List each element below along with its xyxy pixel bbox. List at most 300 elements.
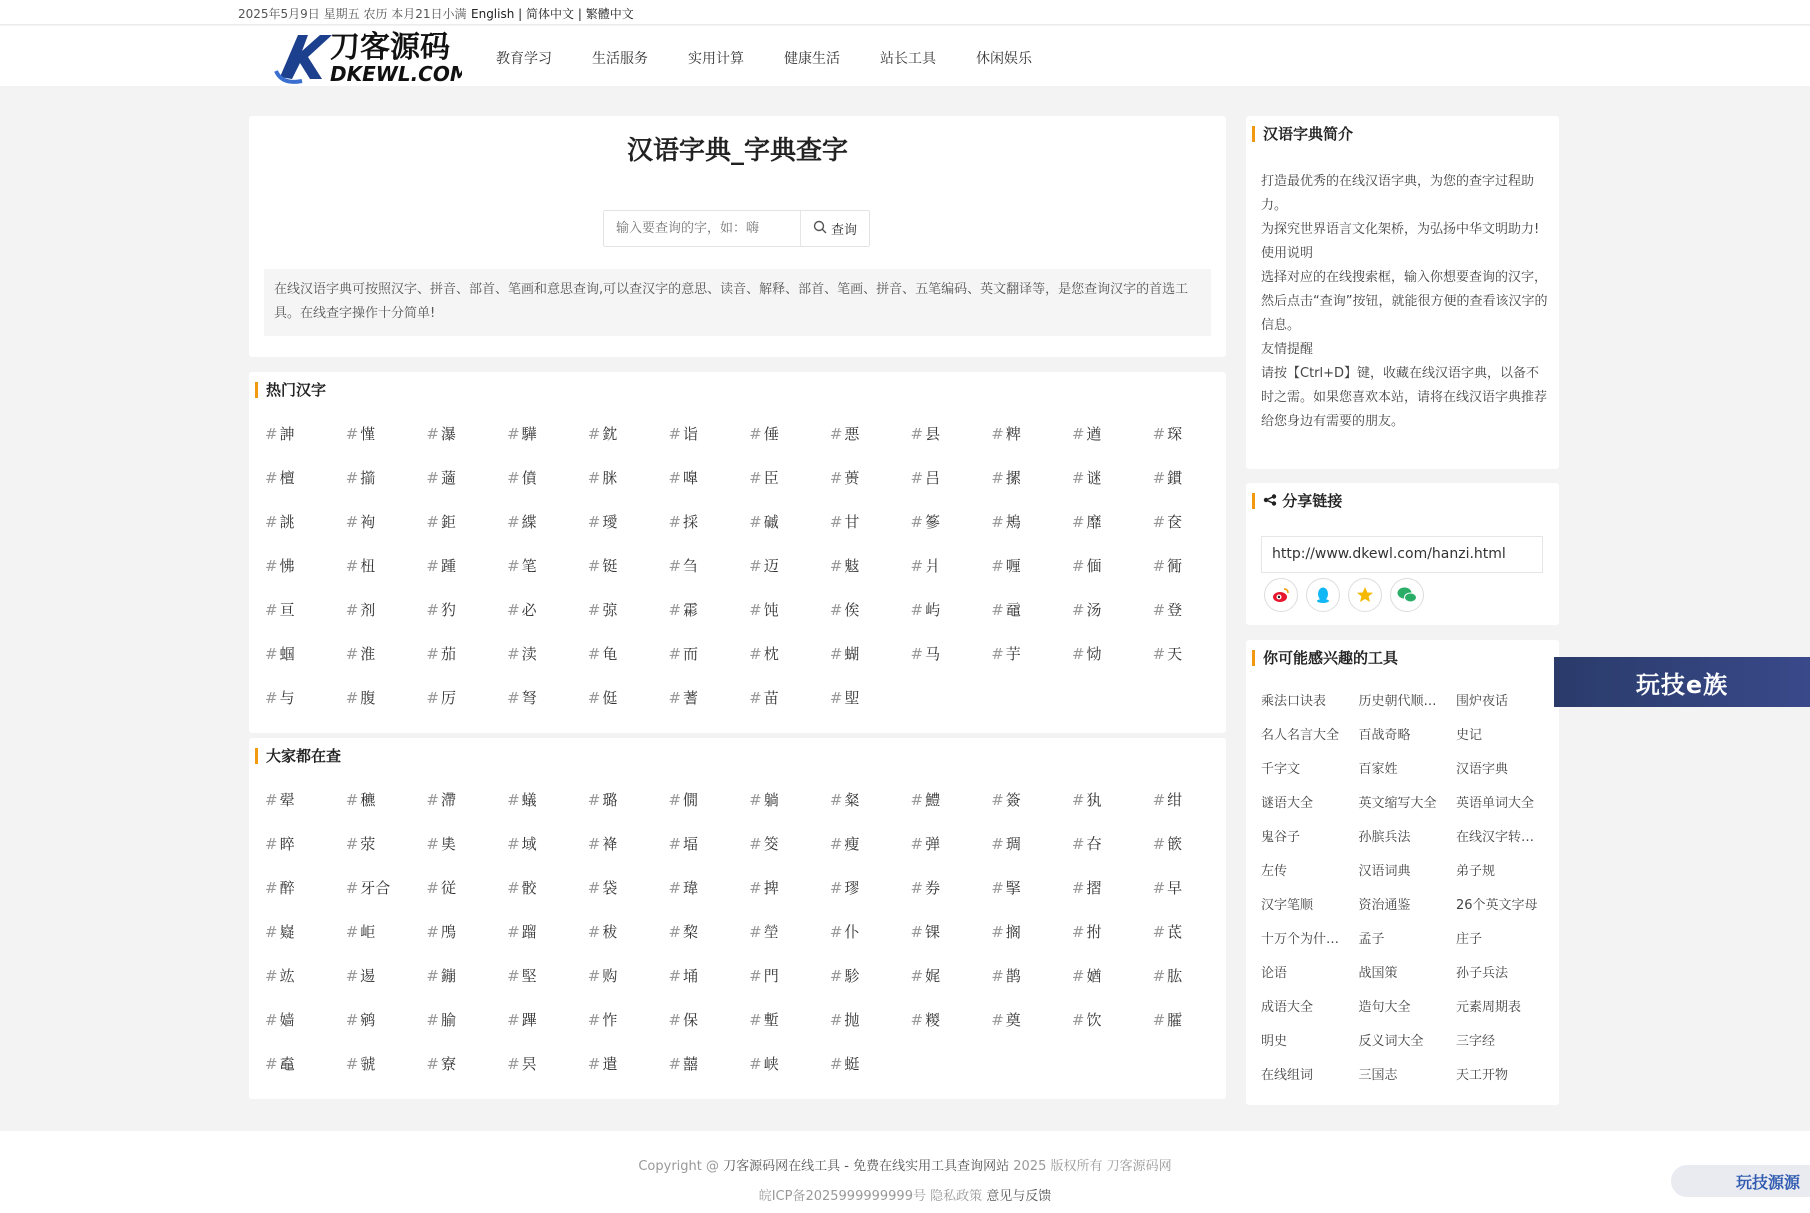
hanzi-link[interactable]: [749, 511, 830, 555]
hanzi-link[interactable]: [507, 643, 588, 687]
hanzi-link[interactable]: [1153, 1009, 1234, 1053]
hanzi-link[interactable]: [588, 599, 669, 643]
hanzi-link[interactable]: [749, 423, 830, 467]
tool-link[interactable]: 汉语字典: [1456, 762, 1509, 777]
hash-mark: #: [829, 425, 843, 443]
hash-mark: #: [668, 425, 682, 443]
hanzi-link[interactable]: [346, 1009, 427, 1053]
nav-webmaster-tools[interactable]: 站长工具: [880, 51, 936, 67]
hash-mark: #: [991, 923, 1004, 941]
hanzi-link[interactable]: [346, 599, 427, 643]
hanzi-link[interactable]: [668, 643, 749, 687]
hash-mark: #: [991, 645, 1004, 663]
hanzi-link[interactable]: [507, 555, 588, 599]
hanzi-link[interactable]: [1153, 965, 1234, 1009]
hanzi-char: 剂: [360, 601, 376, 619]
hanzi-link[interactable]: [911, 789, 992, 833]
lang-simplified-link[interactable]: 简体中文: [526, 7, 575, 21]
hash-mark: #: [265, 601, 278, 619]
hanzi-link[interactable]: [426, 877, 507, 921]
tool-link[interactable]: 在线组词: [1261, 1068, 1314, 1083]
hanzi-link[interactable]: [830, 555, 911, 599]
hanzi-link[interactable]: [668, 1053, 749, 1097]
hanzi-link[interactable]: [911, 467, 992, 511]
hanzi-link[interactable]: [991, 833, 1072, 877]
hanzi-link[interactable]: [346, 555, 427, 599]
hanzi-link[interactable]: [1072, 511, 1153, 555]
hanzi-link[interactable]: [830, 921, 911, 965]
hanzi-link[interactable]: [991, 789, 1072, 833]
hanzi-link[interactable]: [749, 555, 830, 599]
hanzi-char: 鱧: [925, 791, 941, 809]
hanzi-link[interactable]: [588, 965, 669, 1009]
hanzi-link[interactable]: [426, 921, 507, 965]
hash-mark: #: [507, 791, 520, 809]
hanzi-char: 緤: [521, 513, 537, 531]
hanzi-link[interactable]: [668, 921, 749, 965]
tool-link[interactable]: 孟子: [1358, 932, 1385, 947]
hanzi-char: 倕: [763, 425, 779, 443]
hanzi-link[interactable]: [588, 789, 669, 833]
hanzi-link[interactable]: [1072, 1009, 1153, 1053]
hash-mark: #: [749, 835, 762, 853]
tool-link[interactable]: 名人名言大全: [1261, 728, 1340, 743]
hanzi-link[interactable]: [830, 877, 911, 921]
hanzi-link[interactable]: [507, 789, 588, 833]
hanzi-link[interactable]: [991, 921, 1072, 965]
hanzi-char: 爿: [925, 557, 941, 575]
hanzi-link[interactable]: [588, 687, 669, 731]
tool-link[interactable]: 英文缩写大全: [1358, 796, 1437, 811]
hash-mark: #: [1071, 791, 1085, 809]
hanzi-link[interactable]: [991, 965, 1072, 1009]
hanzi-link[interactable]: [1072, 643, 1153, 687]
hanzi-link[interactable]: [265, 555, 346, 599]
tool-link[interactable]: 百战奇略: [1358, 728, 1411, 743]
hanzi-link[interactable]: [426, 789, 507, 833]
tool-link[interactable]: 战国策: [1358, 966, 1398, 981]
hash-mark: #: [345, 1011, 359, 1029]
tool-link[interactable]: 三字经: [1456, 1034, 1496, 1049]
tool-link[interactable]: 乘法口诀表: [1261, 694, 1327, 709]
hanzi-link[interactable]: [668, 833, 749, 877]
icp-link[interactable]: 皖ICP备2025999999999号: [758, 1189, 926, 1204]
hanzi-link[interactable]: [426, 1009, 507, 1053]
lang-traditional-link[interactable]: 繁體中文: [585, 7, 634, 21]
hanzi-link[interactable]: [426, 555, 507, 599]
hanzi-link[interactable]: [991, 423, 1072, 467]
hash-mark: #: [991, 1011, 1004, 1029]
hanzi-link[interactable]: [1153, 599, 1234, 643]
hanzi-link[interactable]: [588, 423, 669, 467]
hash-mark: #: [507, 967, 520, 985]
tool-link[interactable]: 天工开物: [1456, 1068, 1509, 1083]
hanzi-link[interactable]: [749, 467, 830, 511]
hanzi-link[interactable]: [830, 789, 911, 833]
hanzi-link[interactable]: [1153, 467, 1234, 511]
tool-link[interactable]: 成语大全: [1261, 1000, 1314, 1015]
intro-line: 选择对应的在线搜索框，输入你想要查询的汉字，然后点击“查询”按钮，就能很方便的查看该汉字的信息。: [1261, 270, 1548, 333]
hanzi-link[interactable]: [749, 965, 830, 1009]
hanzi-link[interactable]: [911, 423, 992, 467]
nav-calculators[interactable]: 实用计算: [688, 51, 744, 67]
intro-line: 使用说明: [1261, 246, 1314, 261]
hanzi-link[interactable]: [588, 1053, 669, 1097]
share-url-field[interactable]: http://www.dkewl.com/hanzi.html: [1261, 536, 1543, 573]
tool-link[interactable]: 元素周期表: [1456, 1000, 1522, 1015]
hanzi-link[interactable]: [346, 965, 427, 1009]
hanzi-char: 醉: [279, 879, 295, 897]
hanzi-link[interactable]: [265, 1053, 346, 1097]
feedback-link[interactable]: 意见与反馈: [986, 1189, 1052, 1204]
hanzi-link[interactable]: [588, 833, 669, 877]
hanzi-link[interactable]: [830, 687, 911, 731]
hash-mark: #: [426, 513, 439, 531]
hanzi-link[interactable]: [1153, 877, 1234, 921]
nav-life-services[interactable]: 生活服务: [592, 51, 648, 67]
hanzi-link[interactable]: [830, 1009, 911, 1053]
hanzi-link[interactable]: [507, 1009, 588, 1053]
hanzi-char: 篏: [1167, 835, 1183, 853]
nav-entertainment[interactable]: 休闲娱乐: [976, 51, 1032, 67]
hanzi-char: 笔: [521, 557, 537, 575]
hanzi-link[interactable]: [911, 1009, 992, 1053]
hanzi-char: 秡: [602, 923, 618, 941]
tool-link[interactable]: 史记: [1456, 728, 1483, 743]
hanzi-link[interactable]: [507, 833, 588, 877]
hanzi-char: 马: [925, 645, 941, 663]
lang-english-link[interactable]: English: [471, 7, 515, 21]
hash-mark: #: [1071, 513, 1085, 531]
hanzi-char: 锞: [925, 923, 941, 941]
svg-text:刀客源码: 刀客源码: [330, 30, 450, 65]
ad-banner[interactable]: 玩技e族: [1554, 657, 1810, 707]
hash-mark: #: [910, 1011, 924, 1029]
hanzi-link[interactable]: [991, 643, 1072, 687]
hanzi-char: 屿: [925, 601, 941, 619]
hash-mark: #: [668, 1055, 682, 1073]
hanzi-link[interactable]: [668, 511, 749, 555]
tool-link[interactable]: 谜语大全: [1261, 796, 1314, 811]
hanzi-link[interactable]: [1072, 555, 1153, 599]
hanzi-char: 茄: [440, 645, 456, 663]
hanzi-char: 诣: [683, 425, 699, 443]
hanzi-char: 弶: [602, 601, 618, 619]
hanzi-char: 採: [683, 513, 699, 531]
hanzi-link[interactable]: [426, 1053, 507, 1097]
tool-link[interactable]: 左传: [1261, 864, 1288, 879]
hash-mark: #: [1071, 645, 1085, 663]
hanzi-link[interactable]: [507, 687, 588, 731]
hanzi-link[interactable]: [588, 1009, 669, 1053]
hanzi-link[interactable]: [507, 423, 588, 467]
hash-mark: #: [910, 469, 924, 487]
hanzi-link[interactable]: [1072, 965, 1153, 1009]
hanzi-link[interactable]: [1072, 921, 1153, 965]
hanzi-link[interactable]: [426, 643, 507, 687]
tool-link[interactable]: 明史: [1261, 1034, 1288, 1049]
hanzi-link[interactable]: [1153, 643, 1234, 687]
hanzi-link[interactable]: [588, 921, 669, 965]
hanzi-link[interactable]: [749, 789, 830, 833]
hanzi-link[interactable]: [346, 643, 427, 687]
tool-link[interactable]: 围炉夜话: [1456, 694, 1509, 709]
tool-link[interactable]: 鬼谷子: [1261, 830, 1301, 845]
search-input[interactable]: [604, 211, 800, 246]
hanzi-link[interactable]: [346, 789, 427, 833]
hanzi-link[interactable]: [346, 833, 427, 877]
hanzi-link[interactable]: [588, 555, 669, 599]
tool-link[interactable]: 庄子: [1456, 932, 1483, 947]
hanzi-link[interactable]: [911, 965, 992, 1009]
hanzi-char: 璐: [602, 791, 618, 809]
hanzi-link[interactable]: [426, 467, 507, 511]
hanzi-char: 璆: [844, 879, 860, 897]
tool-link[interactable]: 孙子兵法: [1456, 966, 1509, 981]
hanzi-char: 鴂: [1005, 513, 1021, 531]
weibo-icon[interactable]: [1264, 578, 1298, 612]
hash-mark: #: [991, 879, 1004, 897]
hanzi-link[interactable]: [346, 423, 427, 467]
hanzi-link[interactable]: [749, 687, 830, 731]
hanzi-link[interactable]: [265, 511, 346, 555]
hanzi-link[interactable]: [1072, 833, 1153, 877]
hanzi-link[interactable]: [830, 833, 911, 877]
tool-link[interactable]: 汉语词典: [1358, 864, 1411, 879]
qq-icon[interactable]: [1306, 578, 1340, 612]
hanzi-link[interactable]: [426, 687, 507, 731]
hanzi-link[interactable]: [426, 599, 507, 643]
hanzi-char: 翚: [279, 791, 295, 809]
hash-mark: #: [910, 967, 924, 985]
hanzi-link[interactable]: [911, 921, 992, 965]
hanzi-link[interactable]: [507, 877, 588, 921]
hash-mark: #: [749, 1011, 762, 1029]
tool-link[interactable]: 百家姓: [1358, 762, 1398, 777]
hanzi-link[interactable]: [991, 599, 1072, 643]
hanzi-char: 鹓: [360, 1011, 376, 1029]
hash-mark: #: [345, 557, 359, 575]
footer-copyright: [0, 1155, 1810, 1174]
hanzi-link[interactable]: [1072, 877, 1153, 921]
hash-mark: #: [265, 645, 278, 663]
hash-mark: #: [910, 425, 924, 443]
hash-mark: #: [345, 645, 359, 663]
hanzi-char: 喱: [1005, 557, 1021, 575]
footer-site-link[interactable]: 刀客源码网在线工具 - 免费在线实用工具查询网站: [723, 1159, 1010, 1174]
hanzi-link[interactable]: [749, 921, 830, 965]
hanzi-link[interactable]: [911, 643, 992, 687]
hanzi-link[interactable]: [265, 467, 346, 511]
hanzi-link[interactable]: [507, 467, 588, 511]
hanzi-link[interactable]: [991, 467, 1072, 511]
hanzi-char: 藡: [440, 469, 456, 487]
hanzi-link[interactable]: [911, 877, 992, 921]
hanzi-link[interactable]: [265, 423, 346, 467]
hanzi-link[interactable]: [830, 643, 911, 687]
hanzi-link[interactable]: [507, 599, 588, 643]
hanzi-link[interactable]: [426, 965, 507, 1009]
hanzi-link[interactable]: [668, 467, 749, 511]
hanzi-char: 购: [602, 967, 618, 985]
tool-link[interactable]: 论语: [1261, 966, 1288, 981]
hanzi-link[interactable]: [991, 555, 1072, 599]
hanzi-link[interactable]: [265, 877, 346, 921]
hanzi-link[interactable]: [346, 687, 427, 731]
hanzi-char: 鬾: [844, 557, 860, 575]
hanzi-link[interactable]: [265, 599, 346, 643]
qzone-icon[interactable]: [1348, 578, 1382, 612]
hanzi-link[interactable]: [749, 1009, 830, 1053]
hanzi-link[interactable]: [668, 789, 749, 833]
hanzi-link[interactable]: [830, 1053, 911, 1097]
hanzi-link[interactable]: [1153, 833, 1234, 877]
hanzi-link[interactable]: [830, 511, 911, 555]
hanzi-link[interactable]: [1153, 789, 1234, 833]
hanzi-link[interactable]: [265, 833, 346, 877]
hanzi-link[interactable]: [668, 1009, 749, 1053]
hanzi-link[interactable]: [830, 965, 911, 1009]
hash-mark: #: [749, 923, 762, 941]
tool-link[interactable]: 资治通鉴: [1358, 898, 1411, 913]
hanzi-link[interactable]: [991, 877, 1072, 921]
hash-mark: #: [749, 557, 762, 575]
hash-mark: #: [991, 425, 1004, 443]
hanzi-link[interactable]: [911, 833, 992, 877]
tool-link[interactable]: 26个英文字母: [1456, 898, 1538, 913]
hash-mark: #: [749, 601, 762, 619]
hanzi-link[interactable]: [749, 599, 830, 643]
hanzi-link[interactable]: [1072, 467, 1153, 511]
hanzi-link[interactable]: [426, 833, 507, 877]
hanzi-char: 保: [683, 1011, 699, 1029]
hanzi-link[interactable]: [830, 423, 911, 467]
hanzi-link[interactable]: [830, 599, 911, 643]
tool-link[interactable]: 汉字笔顺: [1261, 898, 1314, 913]
hanzi-link[interactable]: [346, 877, 427, 921]
hash-mark: #: [829, 923, 843, 941]
hanzi-link[interactable]: [507, 921, 588, 965]
tool-link[interactable]: 孙膑兵法: [1358, 830, 1411, 845]
page-title: 汉语字典_字典查字: [626, 136, 848, 166]
hanzi-char: 蓍: [683, 689, 699, 707]
hanzi-link[interactable]: [911, 511, 992, 555]
hanzi-link[interactable]: [1072, 789, 1153, 833]
tool-link[interactable]: 历史朝代顺…: [1358, 694, 1437, 709]
hanzi-link[interactable]: [1072, 423, 1153, 467]
hanzi-link[interactable]: [749, 877, 830, 921]
hanzi-link[interactable]: [588, 643, 669, 687]
hanzi-link[interactable]: [991, 1009, 1072, 1053]
tool-link[interactable]: 造句大全: [1358, 1000, 1411, 1015]
hanzi-link[interactable]: [588, 467, 669, 511]
hanzi-link[interactable]: [265, 643, 346, 687]
top-bar: [0, 0, 1810, 25]
hash-mark: #: [829, 689, 843, 707]
tool-link[interactable]: 十万个为什…: [1261, 932, 1340, 947]
hanzi-link[interactable]: [911, 555, 992, 599]
hash-mark: #: [749, 645, 762, 663]
hanzi-link[interactable]: [668, 599, 749, 643]
nav-education[interactable]: 教育学习: [496, 51, 552, 67]
hanzi-char: 龟: [602, 645, 618, 663]
hanzi-link[interactable]: [749, 1053, 830, 1097]
privacy-link[interactable]: 隐私政策: [930, 1189, 983, 1204]
hanzi-link[interactable]: [1153, 555, 1234, 599]
hanzi-link[interactable]: [668, 965, 749, 1009]
tool-link[interactable]: 弟子规: [1456, 864, 1496, 879]
intro-sidebar-card: [1246, 116, 1559, 469]
hanzi-link[interactable]: [991, 511, 1072, 555]
hanzi-char: 鹊: [1005, 967, 1021, 985]
tool-link[interactable]: 千字文: [1261, 762, 1301, 777]
hanzi-link[interactable]: [346, 467, 427, 511]
tools-card: [1246, 640, 1559, 1105]
hanzi-link[interactable]: [1153, 423, 1234, 467]
hanzi-link[interactable]: [346, 1053, 427, 1097]
search-button[interactable]: [800, 211, 869, 246]
tool-link[interactable]: 在线汉字转…: [1456, 830, 1535, 845]
hanzi-link[interactable]: [1153, 921, 1234, 965]
hanzi-link[interactable]: [265, 789, 346, 833]
hanzi-link[interactable]: [507, 511, 588, 555]
hanzi-link[interactable]: [749, 643, 830, 687]
hanzi-link[interactable]: [911, 599, 992, 643]
hanzi-char: 臣: [763, 469, 779, 487]
hanzi-char: 怍: [602, 1011, 618, 1029]
hanzi-link[interactable]: [830, 467, 911, 511]
hanzi-char: 天: [1167, 645, 1183, 663]
corner-badge[interactable]: 玩技源源: [1671, 1165, 1810, 1197]
hanzi-link[interactable]: [265, 1009, 346, 1053]
hanzi-char: 瀑: [440, 425, 456, 443]
hash-mark: #: [829, 469, 843, 487]
site-logo[interactable]: [272, 27, 462, 87]
hot-chars-heading: 热门汉字: [255, 382, 326, 398]
hash-mark: #: [587, 469, 601, 487]
hanzi-link[interactable]: [346, 921, 427, 965]
hanzi-link[interactable]: [265, 965, 346, 1009]
hash-mark: #: [587, 835, 601, 853]
hanzi-link[interactable]: [265, 687, 346, 731]
hanzi-link[interactable]: [588, 877, 669, 921]
hanzi-link[interactable]: [265, 921, 346, 965]
hanzi-link[interactable]: [1072, 599, 1153, 643]
hanzi-char: 骹: [521, 879, 537, 897]
hanzi-link[interactable]: [1153, 511, 1234, 555]
hanzi-link[interactable]: [426, 423, 507, 467]
hanzi-link[interactable]: [346, 511, 427, 555]
hanzi-link[interactable]: [668, 687, 749, 731]
hanzi-link[interactable]: [749, 833, 830, 877]
dictionary-search-card: [249, 116, 1226, 357]
tool-link[interactable]: 反义词大全: [1358, 1034, 1424, 1049]
hanzi-char: 拊: [1086, 923, 1102, 941]
hash-mark: #: [587, 601, 601, 619]
wechat-icon[interactable]: [1390, 578, 1424, 612]
hanzi-link[interactable]: [668, 555, 749, 599]
hanzi-link[interactable]: [507, 965, 588, 1009]
hanzi-char: 堲: [844, 689, 860, 707]
tool-link[interactable]: 三国志: [1358, 1068, 1398, 1083]
tool-link[interactable]: 英语单词大全: [1456, 796, 1535, 811]
hanzi-link[interactable]: [668, 877, 749, 921]
hanzi-link[interactable]: [426, 511, 507, 555]
hanzi-link[interactable]: [588, 511, 669, 555]
hanzi-link[interactable]: [668, 423, 749, 467]
hanzi-link[interactable]: [507, 1053, 588, 1097]
nav-health[interactable]: 健康生活: [784, 51, 840, 67]
